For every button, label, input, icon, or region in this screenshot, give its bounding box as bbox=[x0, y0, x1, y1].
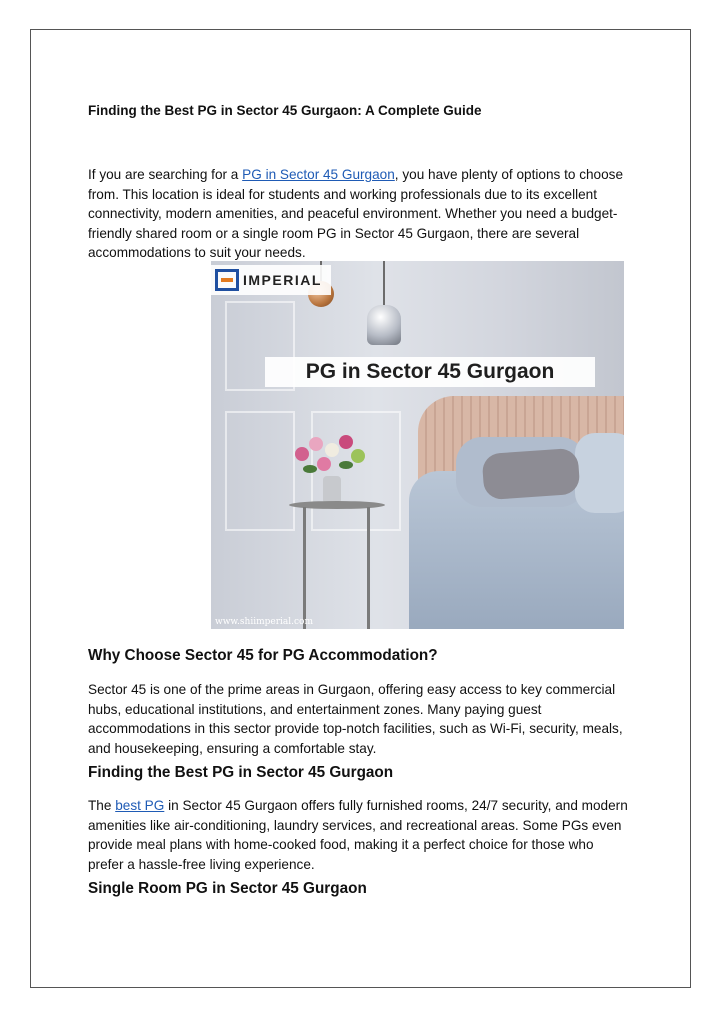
pillow bbox=[575, 433, 624, 513]
table-leg bbox=[303, 507, 306, 629]
flower bbox=[351, 449, 365, 463]
document-page bbox=[30, 29, 691, 988]
intro-text-after-link: , you have plenty of options to choose from. This location is ideal for students and working professionals due to its excellent connectivity, modern amenities, and peaceful environment. Whether you need a budget-friendly shared room or a single room PG in Sector 45 Gurgaon, there are several accommodations to suit your needs. bbox=[88, 167, 624, 261]
best-pg-link[interactable]: best PG bbox=[115, 798, 165, 813]
lamp-cord bbox=[383, 261, 385, 307]
section-paragraph-why-sector-45: Sector 45 is one of the prime areas in Gurgaon, offering easy access to key commercial hubs, educational institutions, and entertainment zones. Many paying guest accommodations in this sector provide top-notch facilities, such as Wi-Fi, security, meals, and housekeeping, ensuring a comfortable stay. bbox=[88, 682, 623, 756]
logo-mark-icon bbox=[215, 269, 239, 291]
cushion bbox=[482, 448, 581, 501]
flower bbox=[339, 435, 353, 449]
logo-text: IMPERIAL bbox=[243, 272, 322, 288]
section-heading-why-sector-45: Why Choose Sector 45 for PG Accommodation? bbox=[88, 647, 438, 664]
section-paragraph-finding-best-pg bbox=[88, 796, 628, 874]
wall-molding bbox=[311, 411, 401, 531]
intro-paragraph bbox=[88, 165, 628, 263]
flower bbox=[295, 447, 309, 461]
section-heading-single-room-pg: Single Room PG in Sector 45 Gurgaon bbox=[88, 880, 367, 897]
section-heading-finding-best-pg: Finding the Best PG in Sector 45 Gurgaon bbox=[88, 764, 394, 781]
flower-vase bbox=[323, 476, 341, 504]
document-title: Finding the Best PG in Sector 45 Gurgaon: A Complete Guide bbox=[88, 103, 482, 118]
intro-text-before-link: If you are searching for a bbox=[88, 167, 243, 182]
watermark-url: www.shiimperial.com bbox=[215, 617, 313, 627]
leaf bbox=[339, 461, 353, 469]
image-banner bbox=[265, 357, 595, 387]
leaf bbox=[303, 465, 317, 473]
pg-sector-45-link[interactable]: PG in Sector 45 Gurgaon bbox=[242, 167, 395, 182]
glass-pendant-lamp bbox=[367, 305, 401, 345]
brand-logo bbox=[211, 265, 331, 295]
flower bbox=[309, 437, 323, 451]
table-leg bbox=[367, 507, 370, 629]
flower bbox=[325, 443, 339, 457]
section2-text-before-link: The bbox=[88, 798, 116, 813]
banner-text: PG in Sector 45 Gurgaon bbox=[305, 360, 555, 383]
pg-room-image bbox=[211, 261, 624, 629]
flower bbox=[317, 457, 331, 471]
section2-text-after-link: in Sector 45 Gurgaon offers fully furnished rooms, 24/7 security, and modern amenities like air-conditioning, laundry services, and recreational areas. Some PGs even provide meal plans with home-cooked food, making it a perfect choice for those who prefer a hassle-free living experience. bbox=[88, 798, 628, 872]
wall-molding bbox=[225, 411, 295, 531]
